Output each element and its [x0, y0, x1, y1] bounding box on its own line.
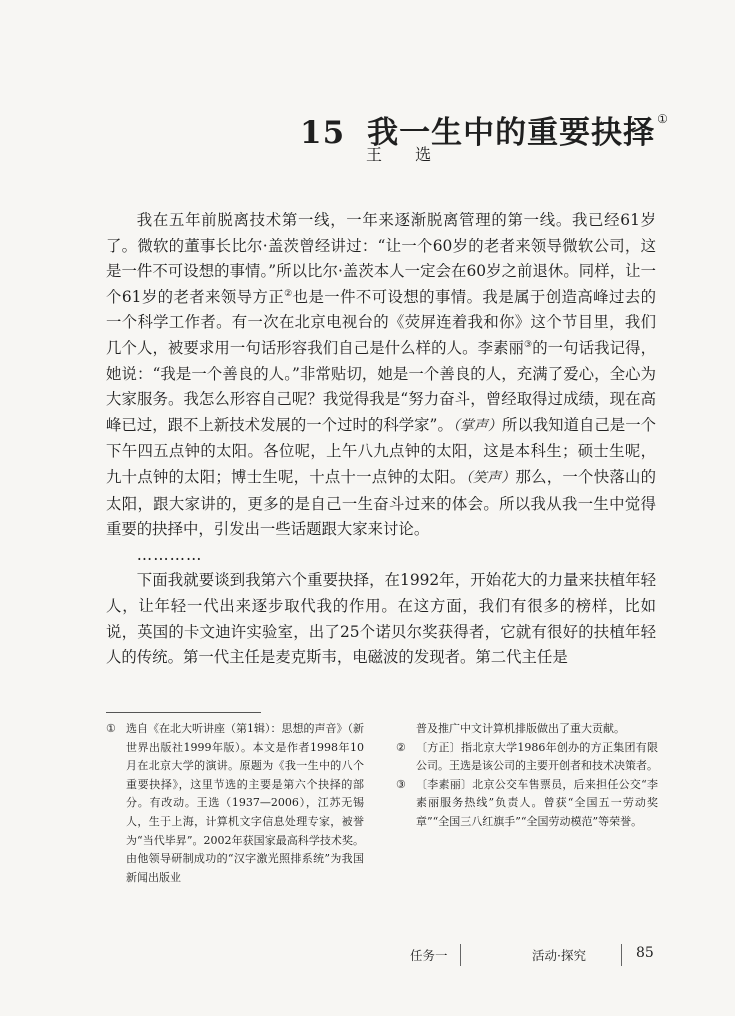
footnote-3 — [396, 776, 658, 832]
stage-note-laughter: （笑声） — [465, 469, 516, 486]
article-body — [106, 208, 656, 671]
footnote-text: 〔李素丽〕北京公交车售票员，后来担任公交“李素丽服务热线”负责人。曾获“全国五一劳动奖章”“全国三八红旗手”“全国劳动模范”等荣誉。 — [416, 777, 658, 828]
footnote-ref-3[interactable]: ③ — [524, 339, 533, 350]
author-name: 王 选 — [366, 145, 446, 164]
footnote-text: 选自《在北大听讲座（第1辑）：思想的声音》（新世界出版社1999年版）。本文是作者1998年10月在北京大学的演讲。原题为《我一生中的八个重要抉择》，这里节选的主要是第六个抉择的部分。有改动。王选（1937—2006），江苏无锡人，生于上海，计算机文字信息处理专家，被誉为“当代毕昇”。2002年获国家最高科学技术奖。由他领导研制成功的“汉字激光照排系统”为我国新闻出版业 — [126, 722, 364, 884]
paragraph-text: 的一句话我记得，她说：“我是一个善良的人。”非常贴切，她是一个善良的人，充满了爱心，全心为大家服务。我怎么形容自己呢？我觉得我是“努力奋斗，曾经取得过成绩，现在高峰已过，跟不上新技术发展的一个过时的科学家”。 — [106, 338, 656, 434]
footnote-text: 〔方正〕指北京大学1986年创办的方正集团有限公司。王选是该公司的主要开创者和技术决策者。 — [416, 740, 658, 773]
footnotes-right-column — [396, 720, 658, 832]
paragraph-1 — [106, 208, 656, 543]
footer-divider — [621, 944, 622, 966]
stage-note-applause: （掌声） — [452, 417, 502, 434]
paragraph-text: 那么，一个快落山的太阳，跟大家讲的，更多的是自己一生奋斗过来的体会。所以我从我一生中觉得重要的抉择中，引发出一些话题跟大家来讨论。 — [106, 467, 656, 539]
page-footer — [0, 944, 735, 974]
footnote-2 — [396, 739, 658, 776]
footer-task-label: 任务一 — [410, 948, 448, 963]
paragraph-text: 我在五年前脱离技术第一线，一年来逐渐脱离管理的第一线。我已经61岁了。微软的董事长比尔·盖茨曾经讲过：“让一个60岁的老者来领导微软公司，这是一件不可设想的事情。”所以比尔·盖茨本人一定会在60岁之前退休。同样，让一个61岁的老者来领导方正 — [106, 211, 656, 306]
footnote-mark: ① — [106, 722, 116, 735]
title-footnote-mark[interactable]: ① — [657, 111, 669, 126]
footnote-1-continued: 普及推广中文计算机排版做出了重大贡献。 — [416, 722, 625, 735]
footnote-mark: ② — [396, 740, 406, 754]
paragraph-text: 所以我知道自己是一个下午四五点钟的太阳。各位呢，上午八九点钟的太阳，这是本科生；硕士生呢，九十点钟的太阳；博士生呢，十点十一点钟的太阳。 — [106, 415, 656, 486]
paragraph-text: 也是一件不可设想的事情。我是属于创造高峰过去的一个科学工作者。有一次在北京电视台的《荧屏连着我和你》这个节目里，我们几个人，被要求用一句话形容我们自己是什么样的人。李素丽 — [106, 287, 656, 357]
paragraph-2: 下面我就要谈到我第六个重要抉择，在1992年，开始花大的力量来扶植年轻人，让年轻一代出来逐步取代我的作用。在这方面，我们有很多的榜样，比如说，英国的卡文迪许实验室，出了25个诺贝尔奖获得者，它就有很好的扶植年轻人的传统。第一代主任是麦克斯韦，电磁波的发现者。第二代主任是 — [106, 571, 656, 667]
omission-ellipsis: ………… — [136, 545, 203, 564]
footnote-mark: ③ — [396, 777, 406, 791]
page-number: 85 — [636, 945, 654, 961]
footnotes-left-column — [106, 720, 364, 887]
lesson-title-text: 我一生中的重要抉择 — [367, 114, 656, 151]
footer-divider — [460, 944, 461, 966]
lesson-title — [300, 107, 669, 152]
footer-activity-label: 活动·探究 — [532, 948, 586, 963]
footnote-divider — [106, 712, 261, 713]
footnote-1 — [106, 720, 364, 887]
footnote-ref-2[interactable]: ② — [284, 288, 293, 299]
lesson-number: 15 — [300, 114, 346, 151]
